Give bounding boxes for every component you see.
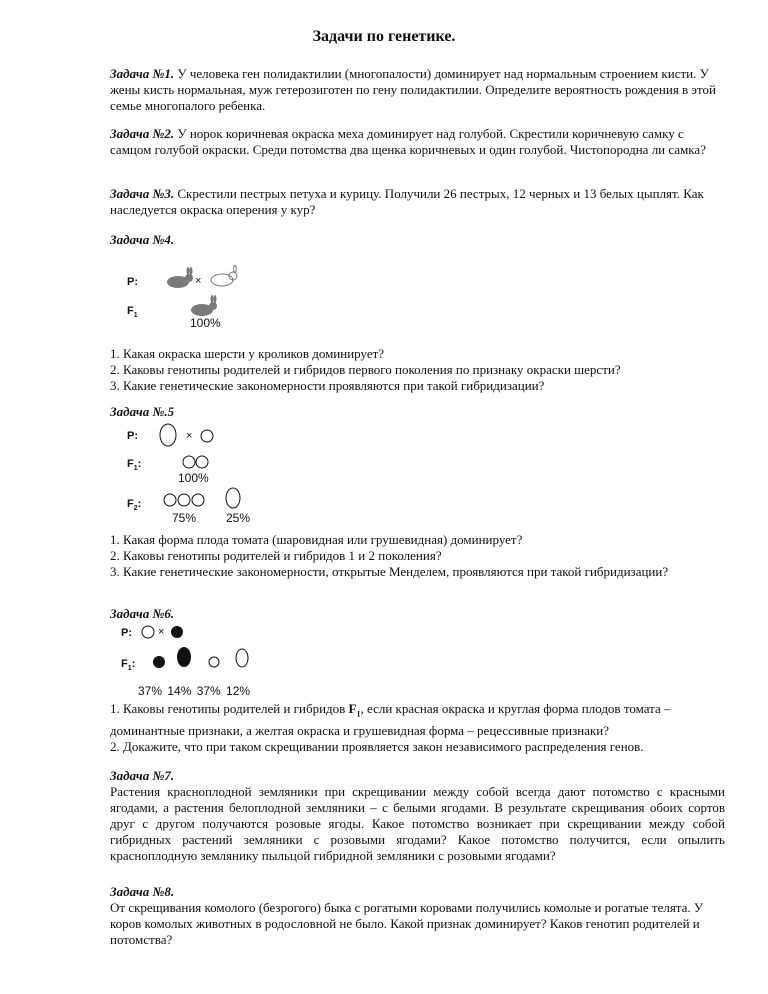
task-4 [110,232,725,248]
round-fruit-icon [183,456,195,468]
task-8 [110,884,725,948]
task-2-text: У норок коричневая окраска меха доминирует над голубой. Скрестили коричневую самку с самцом голубой окраски. Среди потомства два щенка коричневых и один голубой. Чистопородна ли самка? [110,126,706,157]
task-4-question-1: 1. Какая окраска шерсти у кроликов доминирует? [110,346,385,361]
task-7 [110,768,725,864]
task-1-text: У человека ген полидактилии (многопалости) доминирует над нормальным строением кисти. У жены кисть нормальная, муж гетерозиготен по гену полидактилии. Определите вероятность рождения в этой семье многопалого ребенка. [110,66,716,113]
task-5-question-3: 3. Какие генетические закономерности, открытые Менделем, проявляются при такой гибридизации? [110,564,669,579]
task-1-heading: Задача №1. [110,66,175,81]
round-fruit-icon [164,494,176,506]
task-5-question-2: 2. Каковы генотипы родителей и гибридов 1 и 2 поколения? [110,548,442,563]
pear-shaped-fruit-icon [226,488,240,508]
dark-rabbit-icon [167,267,193,288]
task-4-p-label: P: [127,276,138,288]
red-pear-shaped-fruit-icon [177,647,191,667]
task-4-questions [110,346,725,394]
offspring-rabbit-icon [191,295,217,316]
round-fruit-icon [196,456,208,468]
light-rabbit-icon [211,266,237,287]
task-6-question-1: 1. Каковы генотипы родителей и гибридов $F_1$, если красная окраска и круглая форма плодов томата – доминантные признаки, а желтая окраска и грушевидная форма – рецессивные признаки? [110,701,671,738]
task-5-p-label: P: [127,430,138,442]
task-3-heading: Задача №3. [110,186,175,201]
task-5-f2-percent-round: 75% [172,511,197,525]
yellow-round-fruit-icon [142,626,154,638]
yellow-pear-shaped-fruit-icon [236,649,248,667]
document-title: Задачи по генетике. [312,28,456,45]
task-4-heading: Задача №4. [110,232,175,247]
task-6-heading: Задача №6. [110,606,175,621]
round-fruit-icon [192,494,204,506]
task-5-cross-sign: × [186,430,193,442]
task-8-text: От скрещивания комолого (безрогого) быка с рогатыми коровами получились комолые и рогатые телята. У коров комолых животных в родословной не было. Какой признак доминирует? Каков генотип родителей и потомства? [110,900,704,947]
pear-shaped-fruit-icon [160,424,176,446]
task-5-f2-label: $F_2$: [127,498,142,513]
task-3-text: Скрестили пестрых петуха и курицу. Получили 26 пестрых, 12 черных и 13 белых цыплят. Как наследуется окраска оперения у кур? [110,186,704,217]
task-5-f2-percent-pear: 25% [226,511,251,525]
task-5-f1-label: $F_1$: [127,458,142,473]
red-round-fruit-icon [153,656,165,668]
task-2 [110,126,725,158]
task-6-p-label: P: [121,627,132,639]
task-4-percent: 100% [190,316,221,330]
task-4-question-3: 3. Какие генетические закономерности проявляются при такой гибридизации? [110,378,545,393]
task-4-f1-label: $F_1$ [127,305,138,320]
task-3 [110,186,725,218]
task-6-question-2: 2. Докажите, что при таком скрещивании проявляется закон независимого распределения генов. [110,738,644,754]
yellow-round-fruit-icon [209,657,219,667]
round-fruit-icon [201,430,213,442]
task-6-questions [110,701,725,755]
task-5-question-1: 1. Какая форма плода томата (шаровидная или грушевидная) доминирует? [110,532,523,547]
task-7-heading: Задача №7. [110,768,175,783]
task-5-heading: Задача №.5 [110,404,175,419]
task-2-heading: Задача №2. [110,126,175,141]
task-8-heading: Задача №8. [110,884,175,899]
task-5 [110,404,725,420]
task-4-cross-sign: × [195,275,202,287]
task-6-percents: 37% 14% 37% 12% [138,684,251,698]
task-7-text: Растения красноплодной земляники при скрещивании между собой всегда дают потомство с красными ягодами, а растения белоплодной земляники – с белыми ягодами. В результате скрещивания обоих сортов друг с другом получаются розовые ягоды. Какое потомство возникает при скрещивании между собой гибридных растений земляники с розовыми ягодами? Какое потомство получится, если опылить красноплодную землянику пыльцой гибридной земляники с розовыми ягодами? [110,784,725,863]
red-round-fruit-icon [171,626,183,638]
task-6-cross-sign: × [158,626,165,638]
task-6-f1-label: $F_1$: [121,658,136,673]
task-5-f1-percent: 100% [178,471,209,485]
task-4-question-2: 2. Каковы генотипы родителей и гибридов первого поколения по признаку окраски шерсти? [110,362,621,377]
task-5-questions [110,532,725,580]
round-fruit-icon [178,494,190,506]
task-1 [110,66,725,114]
